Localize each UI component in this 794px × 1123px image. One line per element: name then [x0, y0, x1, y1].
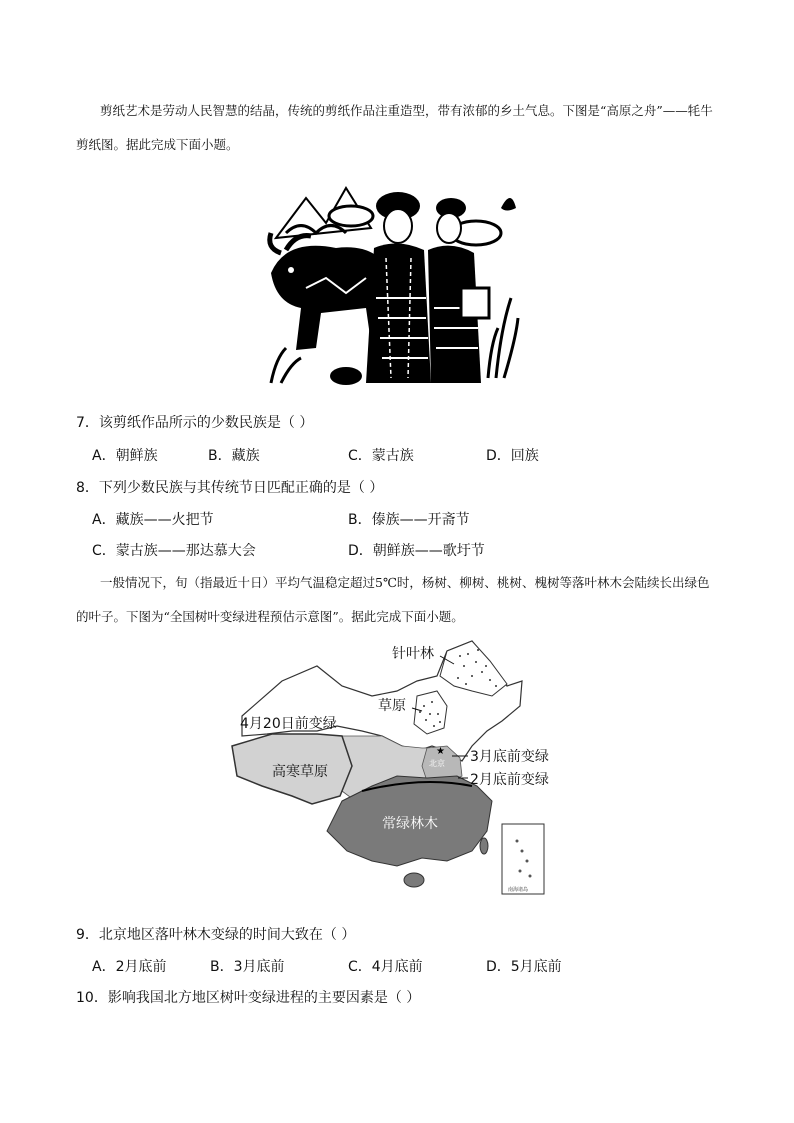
map-label-apr20: 4月20日前变绿: [240, 716, 337, 732]
svg-text:★: ★: [436, 746, 445, 757]
question-9-option-a[interactable]: A．2月底前: [92, 959, 167, 975]
question-7-option-b[interactable]: B．藏族: [208, 448, 260, 464]
question-9-option-c[interactable]: C．4月底前: [348, 959, 423, 975]
question-7-stem: 7．该剪纸作品所示的少数民族是（ ）: [76, 415, 314, 431]
map-label-mar: 3月底前变绿: [470, 749, 549, 765]
question-8-option-a[interactable]: A．藏族——火把节: [92, 512, 214, 528]
question-10-stem: 10．影响我国北方地区树叶变绿进程的主要因素是（ ）: [76, 990, 421, 1006]
question-8-option-b[interactable]: B．傣族——开斋节: [348, 512, 470, 528]
question-8-option-d[interactable]: D．朝鲜族——歌圩节: [348, 543, 485, 559]
question-9-option-d[interactable]: D．5月底前: [486, 959, 562, 975]
question-7-option-a[interactable]: A．朝鲜族: [92, 448, 158, 464]
map-label-conifer: 针叶林: [392, 646, 434, 662]
map-label-evergreen: 常绿林木: [382, 816, 438, 832]
map-inset-label: 南海诸岛: [508, 887, 529, 893]
question-9-stem: 9．北京地区落叶林木变绿的时间大致在（ ）: [76, 927, 356, 943]
map-label-feb: 2月底前变绿: [470, 772, 549, 788]
map-label-alpine: 高寒草原: [272, 764, 328, 780]
question-7-option-d[interactable]: D．回族: [486, 448, 539, 464]
passage-leaf-greening: 一般情况下，旬（指最近十日）平均气温稳定超过5℃时，杨树、柳树、桃树、槐树等落叶林木会陆续长出绿色的叶子。下图为“全国树叶变绿进程预估示意图”。据此完成下面小题。: [76, 575, 710, 624]
question-7-option-c[interactable]: C．蒙古族: [348, 448, 414, 464]
question-8-option-c[interactable]: C．蒙古族——那达慕大会: [92, 543, 256, 559]
question-9-option-b[interactable]: B．3月底前: [210, 959, 285, 975]
yak-papercut-image: [266, 178, 522, 388]
map-label-grassland: 草原: [378, 698, 406, 714]
map-label-beijing: 北京: [429, 759, 445, 768]
china-greening-map: [222, 636, 572, 900]
question-8-stem: 8．下列少数民族与其传统节日匹配正确的是（ ）: [76, 480, 384, 496]
passage-papercut: 剪纸艺术是劳动人民智慧的结晶，传统的剪纸作品注重造型，带有浓郁的乡土气息。下图是“高原之舟”——牦牛剪纸图。据此完成下面小题。: [76, 103, 713, 152]
